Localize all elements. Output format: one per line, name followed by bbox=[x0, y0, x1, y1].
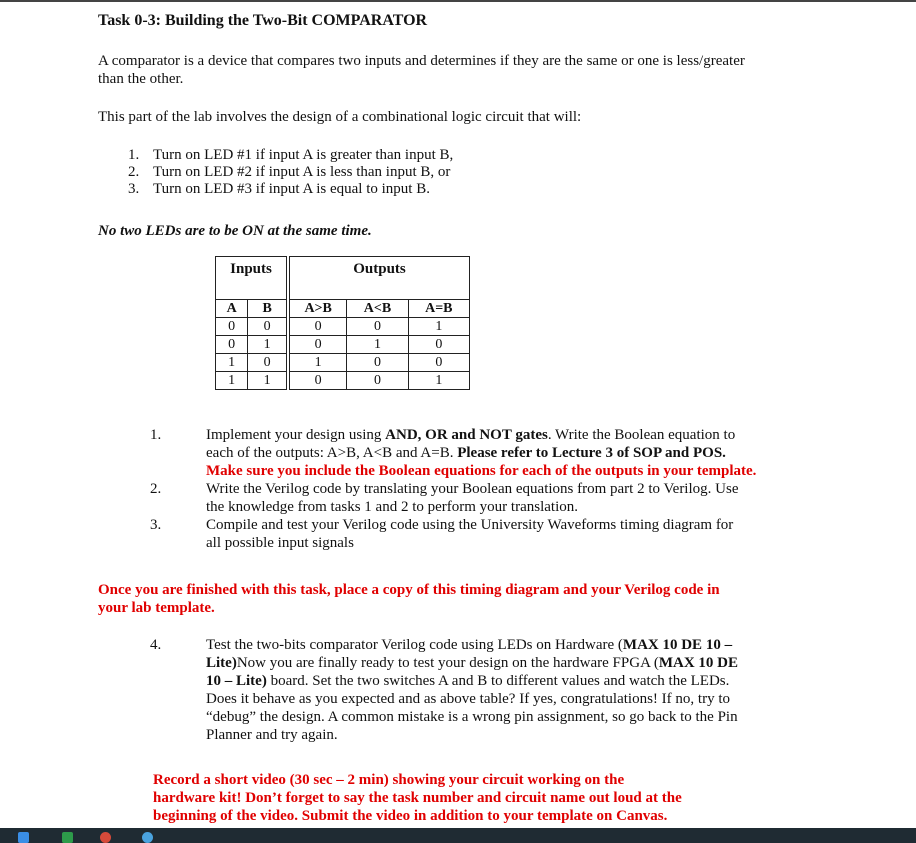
list-item: 2. Write the Verilog code by translating your Boolean equations from part 2 to Verilog. Use the knowledge from tasks 1 and 2 to perform your translation. bbox=[150, 481, 739, 515]
table-cell: 0 bbox=[248, 318, 288, 336]
table-column-header bbox=[216, 300, 470, 318]
table-row bbox=[216, 354, 470, 372]
video-instruction: Record a short video (30 sec – 2 min) showing your circuit working on the hardware kit! Don’t forget to say the task number and circuit name out loud at the beginning of the video. Submit the video in addition to your template on Canvas. bbox=[153, 772, 682, 824]
purpose-paragraph: This part of the lab involves the design of a combinational logic circuit that will: bbox=[98, 109, 582, 125]
table-cell: 1 bbox=[248, 372, 288, 390]
table-cell: 0 bbox=[347, 354, 408, 372]
app-icon[interactable] bbox=[62, 832, 73, 843]
finish-instruction: Once you are finished with this task, place a copy of this timing diagram and your Verilog code in your lab template. bbox=[98, 582, 720, 616]
windows-start-icon[interactable] bbox=[18, 832, 29, 843]
table-cell: 0 bbox=[408, 336, 469, 354]
intro-line: than the other. bbox=[98, 71, 184, 87]
list-item: 4. Test the two-bits comparator Verilog code using LEDs on Hardware (MAX 10 DE 10 – Lite)Now you are finally ready to test your design on the hardware FPGA (MAX 10 DE 10 – Lite) board. Set the two switches A and B to different values and watch the LEDs. Does it behave as you expected and as above table? If yes, congratulations! If no, try to “debug” the design. A common mistake is a wrong pin assignment, so go back to the Pin Planner and try again. bbox=[150, 637, 738, 743]
column-header: B bbox=[248, 300, 288, 318]
column-header: A bbox=[216, 300, 248, 318]
template-reminder: Make sure you include the Boolean equations for each of the outputs in your template. bbox=[206, 463, 757, 479]
column-header: A>B bbox=[288, 300, 347, 318]
step-4 bbox=[150, 636, 810, 744]
list-item: 1. Implement your design using AND, OR and NOT gates. Write the Boolean equation to each of the outputs: A>B, A<B and A=B. Please refer to Lecture 3 of SOP and POS. Make sure you include the Boolean equations for each of the outputs in your template. bbox=[150, 426, 810, 480]
table-cell: 0 bbox=[216, 336, 248, 354]
table-cell: 1 bbox=[288, 354, 347, 372]
list-item: 1. Turn on LED #1 if input A is greater than input B, bbox=[128, 147, 454, 163]
requirements-list bbox=[128, 147, 453, 198]
table-row bbox=[216, 336, 470, 354]
list-item: 2. Turn on LED #2 if input A is less than input B, or bbox=[128, 164, 451, 180]
table-cell: 1 bbox=[216, 372, 248, 390]
table-cell: 0 bbox=[288, 318, 347, 336]
table-cell: 1 bbox=[248, 336, 288, 354]
app-icon[interactable] bbox=[100, 832, 111, 843]
table-cell: 0 bbox=[288, 372, 347, 390]
list-item: 3. Turn on LED #3 if input A is equal to input B. bbox=[128, 181, 430, 197]
intro-paragraph bbox=[98, 52, 745, 88]
table-cell: 0 bbox=[216, 318, 248, 336]
list-item: 3. Compile and test your Verilog code using the University Waveforms timing diagram for all possible input signals bbox=[150, 517, 734, 551]
table-group-header bbox=[216, 257, 470, 300]
column-header: A<B bbox=[347, 300, 408, 318]
taskbar bbox=[0, 828, 916, 843]
outputs-header: Outputs bbox=[288, 257, 470, 300]
column-header: A=B bbox=[408, 300, 469, 318]
table-cell: 1 bbox=[347, 336, 408, 354]
table-cell: 0 bbox=[408, 354, 469, 372]
table-row bbox=[216, 372, 470, 390]
table-row bbox=[216, 318, 470, 336]
inputs-header: Inputs bbox=[216, 257, 289, 300]
table-cell: 1 bbox=[408, 318, 469, 336]
leds-note: No two LEDs are to be ON at the same time. bbox=[98, 223, 372, 239]
table-cell: 0 bbox=[347, 318, 408, 336]
table-cell: 1 bbox=[216, 354, 248, 372]
table-cell: 0 bbox=[248, 354, 288, 372]
table-cell: 0 bbox=[288, 336, 347, 354]
truth-table bbox=[215, 256, 470, 390]
browser-icon[interactable] bbox=[142, 832, 153, 843]
intro-line: A comparator is a device that compares two inputs and determines if they are the same or one is less/greater bbox=[98, 53, 745, 69]
task-title: Task 0-3: Building the Two-Bit COMPARATOR bbox=[98, 12, 428, 29]
steps-list bbox=[150, 426, 810, 552]
table-cell: 1 bbox=[408, 372, 469, 390]
table-cell: 0 bbox=[347, 372, 408, 390]
